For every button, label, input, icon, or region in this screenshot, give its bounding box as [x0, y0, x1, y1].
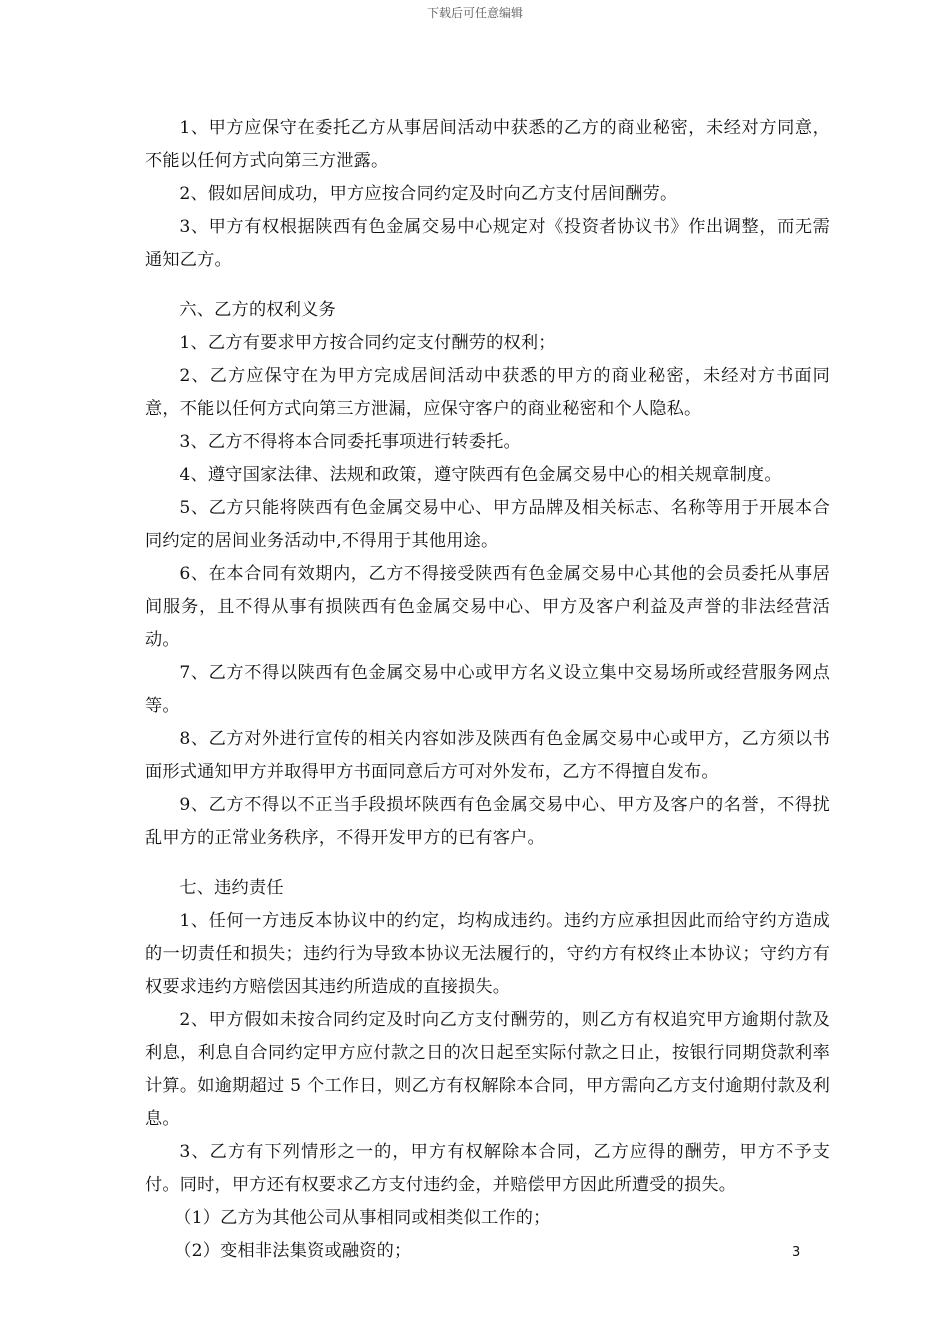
paragraph: 1、甲方应保守在委托乙方从事居间活动中获悉的乙方的商业秘密，未经对方同意，不能以任何方式向第三方泄露。: [145, 118, 830, 171]
paragraph: 1、任何一方违反本协议中的约定，均构成违约。违约方应承担因此而给守约方造成的一切责任和损失；违约行为导致本协议无法履行的，守约方有权终止本协议；守约方有权要求违约方赔偿因其违约所造成的直接损失。: [145, 911, 830, 997]
paragraph: 3、乙方不得将本合同委托事项进行转委托。: [179, 432, 521, 452]
paragraph: 4、遵守国家法律、法规和政策，遵守陕西有色金属交易中心的相关规章制度。: [179, 465, 782, 485]
document-body: [145, 112, 830, 1268]
paragraph: 3、甲方有权根据陕西有色金属交易中心规定对《投资者协议书》作出调整，而无需通知乙方。: [145, 217, 830, 270]
paragraph: 5、乙方只能将陕西有色金属交易中心、甲方品牌及相关标志、名称等用于开展本合同约定的居间业务活动中,不得用于其他用途。: [145, 498, 830, 551]
page-number: 3: [792, 1245, 801, 1260]
section-heading: 六、乙方的权利义务: [179, 300, 336, 320]
paragraph: 2、假如居间成功，甲方应按合同约定及时向乙方支付居间酬劳。: [179, 184, 678, 204]
page-header: 下载后可任意编辑: [426, 6, 523, 20]
paragraph: 7、乙方不得以陕西有色金属交易中心或甲方名义设立集中交易场所或经营服务网点等。: [145, 663, 830, 716]
paragraph: 3、乙方有下列情形之一的，甲方有权解除本合同，乙方应得的酬劳，甲方不予支付。同时，甲方还有权要求乙方支付违约金，并赔偿甲方因此所遭受的损失。: [145, 1142, 830, 1195]
list-item: （1）乙方为其他公司从事相同或相类似工作的；: [174, 1208, 551, 1228]
paragraph: 9、乙方不得以不正当手段损坏陕西有色金属交易中心、甲方及客户的名誉，不得扰乱甲方的正常业务秩序，不得开发甲方的已有客户。: [145, 795, 830, 848]
paragraph: 2、甲方假如未按合同约定及时向乙方支付酬劳的，则乙方有权追究甲方逾期付款及利息，利息自合同约定甲方应付款之日的次日起至实际付款之日止，按银行同期贷款利率计算。如逾期超过 5 个工作日，则乙方有权解除本合同，甲方需向乙方支付逾期付款及利息。: [145, 1010, 830, 1129]
paragraph: 8、乙方对外进行宣传的相关内容如涉及陕西有色金属交易中心或甲方，乙方须以书面形式通知甲方并取得甲方书面同意后方可对外发布，乙方不得擅自发布。: [145, 729, 830, 782]
section-heading: 七、违约责任: [179, 878, 284, 898]
paragraph: 6、在本合同有效期内，乙方不得接受陕西有色金属交易中心其他的会员委托从事居间服务，且不得从事有损陕西有色金属交易中心、甲方及客户利益及声誉的非法经营活动。: [145, 564, 830, 650]
list-item: （2）变相非法集资或融资的；: [174, 1241, 412, 1261]
paragraph: 1、乙方有要求甲方按合同约定支付酬劳的权利；: [179, 333, 556, 353]
paragraph: 2、乙方应保守在为甲方完成居间活动中获悉的甲方的商业秘密，未经对方书面同意，不能以任何方式向第三方泄漏，应保守客户的商业秘密和个人隐私。: [145, 366, 830, 419]
